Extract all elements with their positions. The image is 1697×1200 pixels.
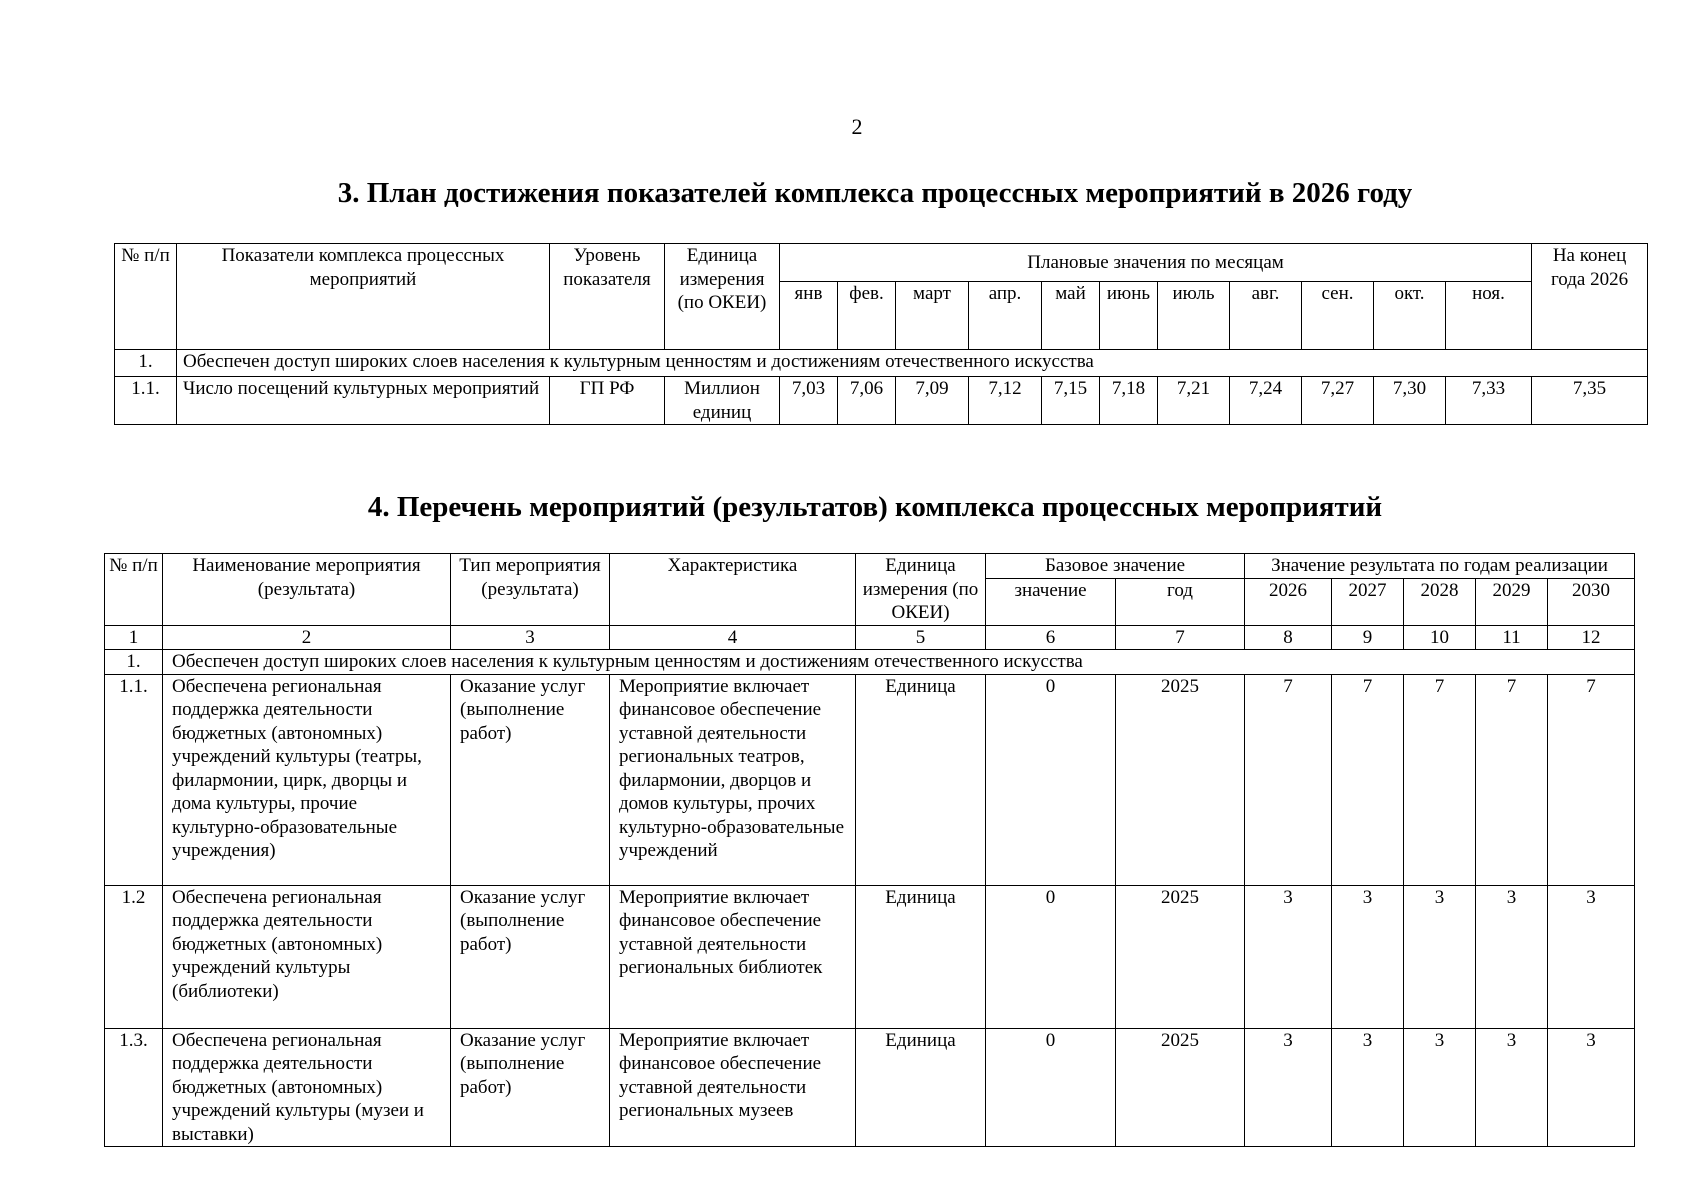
- row-base-year: 2025: [1116, 1028, 1245, 1147]
- row-unit: Единица: [856, 885, 986, 1028]
- year-value: 7: [1548, 674, 1635, 885]
- section-4-title: 4. Перечень мероприятий (результатов) комплекса процессных мероприятий: [367, 491, 1383, 523]
- column-number: 11: [1476, 625, 1548, 650]
- table4-group-row: [105, 650, 1635, 675]
- year-value: 3: [1476, 1028, 1548, 1147]
- row-unit: Миллион единиц: [665, 377, 780, 425]
- row-num: 1.1.: [115, 377, 177, 425]
- month-header: окт.: [1374, 282, 1446, 350]
- month-header: янв: [780, 282, 838, 350]
- month-value: 7,12: [969, 377, 1042, 425]
- row-name: Обеспечена региональная поддержка деятельности бюджетных (автономных) учреждений культуры (театры, филармонии, цирк, дворцы и дома культуры, прочие культурно-образовательные учреждения): [163, 674, 451, 885]
- month-header: май: [1042, 282, 1100, 350]
- year-value: 3: [1332, 1028, 1404, 1147]
- activities-results-table: [104, 553, 1635, 1147]
- row-base-year: 2025: [1116, 885, 1245, 1028]
- column-number: 8: [1245, 625, 1332, 650]
- row-unit: Единица: [856, 1028, 986, 1147]
- row-characteristic: Мероприятие включает финансовое обеспечение уставной деятельности региональных музеев: [610, 1028, 856, 1147]
- column-number: 3: [451, 625, 610, 650]
- header-planned-values: Плановые значения по месяцам: [780, 244, 1532, 282]
- header-base: Базовое значение: [986, 554, 1245, 579]
- month-value: 7,27: [1302, 377, 1374, 425]
- row-type: Оказание услуг (выполнение работ): [451, 674, 610, 885]
- header-base-year: год: [1116, 578, 1245, 625]
- header-indicator: Показатели комплекса процессных мероприятий: [177, 244, 550, 350]
- table-row: [115, 377, 1648, 425]
- month-header: сен.: [1302, 282, 1374, 350]
- table4-header-row: [105, 554, 1635, 579]
- column-number: 6: [986, 625, 1116, 650]
- page-number: 2: [851, 114, 863, 139]
- month-header: ноя.: [1446, 282, 1532, 350]
- month-value: 7,15: [1042, 377, 1100, 425]
- month-value: 7,33: [1446, 377, 1532, 425]
- header-year: 2028: [1404, 578, 1476, 625]
- table3-group-row: [115, 350, 1648, 377]
- row-num: 1.2: [105, 885, 163, 1028]
- header-end-of-year: На конец года 2026: [1532, 244, 1648, 350]
- month-value: 7,03: [780, 377, 838, 425]
- year-value: 3: [1245, 885, 1332, 1028]
- table4-column-numbers-row: [105, 625, 1635, 650]
- column-number: 2: [163, 625, 451, 650]
- table-row: [105, 1028, 1635, 1147]
- year-value: 7: [1332, 674, 1404, 885]
- header-year: 2026: [1245, 578, 1332, 625]
- year-value: 3: [1548, 885, 1635, 1028]
- year-value: 7: [1245, 674, 1332, 885]
- indicators-plan-table: [114, 243, 1648, 425]
- row-name: Обеспечена региональная поддержка деятельности бюджетных (автономных) учреждений культуры (библиотеки): [163, 885, 451, 1028]
- month-header: июль: [1158, 282, 1230, 350]
- column-number: 4: [610, 625, 856, 650]
- column-number: 12: [1548, 625, 1635, 650]
- month-value: 7,30: [1374, 377, 1446, 425]
- row-base-value: 0: [986, 1028, 1116, 1147]
- month-value: 7,18: [1100, 377, 1158, 425]
- column-number: 9: [1332, 625, 1404, 650]
- header-type: Тип мероприятия (результата): [451, 554, 610, 626]
- row-characteristic: Мероприятие включает финансовое обеспечение уставной деятельности региональных театров, филармонии, дворцов и домов культуры, прочих культурно-образовательные учреждений: [610, 674, 856, 885]
- header-years-group: Значение результата по годам реализации: [1245, 554, 1635, 579]
- column-number: 10: [1404, 625, 1476, 650]
- year-value: 3: [1332, 885, 1404, 1028]
- year-value: 7: [1404, 674, 1476, 885]
- month-header: июнь: [1100, 282, 1158, 350]
- group-title: Обеспечен доступ широких слоев населения к культурным ценностям и достижениям отечественного искусства: [163, 650, 1635, 675]
- group-num: 1.: [115, 350, 177, 377]
- year-value: 7: [1476, 674, 1548, 885]
- row-base-value: 0: [986, 885, 1116, 1028]
- header-level: Уровень показателя: [550, 244, 665, 350]
- year-value: 3: [1476, 885, 1548, 1028]
- year-value: 3: [1404, 1028, 1476, 1147]
- row-name: Обеспечена региональная поддержка деятельности бюджетных (автономных) учреждений культуры (музеи и выставки): [163, 1028, 451, 1147]
- row-base-value: 0: [986, 674, 1116, 885]
- header-num: № п/п: [105, 554, 163, 626]
- row-type: Оказание услуг (выполнение работ): [451, 885, 610, 1028]
- section-3-title: 3. План достижения показателей комплекса процессных мероприятий в 2026 году: [337, 177, 1413, 209]
- end-of-year-value: 7,35: [1532, 377, 1648, 425]
- month-header: март: [896, 282, 969, 350]
- year-value: 3: [1404, 885, 1476, 1028]
- column-number: 7: [1116, 625, 1245, 650]
- month-header: фев.: [838, 282, 896, 350]
- row-level: ГП РФ: [550, 377, 665, 425]
- header-unit: Единица измерения (по ОКЕИ): [665, 244, 780, 350]
- group-num: 1.: [105, 650, 163, 675]
- row-num: 1.3.: [105, 1028, 163, 1147]
- header-year: 2029: [1476, 578, 1548, 625]
- header-num: № п/п: [115, 244, 177, 350]
- header-name: Наименование мероприятия (результата): [163, 554, 451, 626]
- header-year: 2030: [1548, 578, 1635, 625]
- month-value: 7,09: [896, 377, 969, 425]
- row-indicator: Число посещений культурных мероприятий: [177, 377, 550, 425]
- header-year: 2027: [1332, 578, 1404, 625]
- column-number: 5: [856, 625, 986, 650]
- month-value: 7,24: [1230, 377, 1302, 425]
- month-value: 7,06: [838, 377, 896, 425]
- table-row: [105, 885, 1635, 1028]
- header-unit: Единица измерения (по ОКЕИ): [856, 554, 986, 626]
- month-header: авг.: [1230, 282, 1302, 350]
- table3-header-row: [115, 244, 1648, 282]
- row-characteristic: Мероприятие включает финансовое обеспечение уставной деятельности региональных библиотек: [610, 885, 856, 1028]
- group-title: Обеспечен доступ широких слоев населения к культурным ценностям и достижениям отечественного искусства: [177, 350, 1648, 377]
- row-type: Оказание услуг (выполнение работ): [451, 1028, 610, 1147]
- row-unit: Единица: [856, 674, 986, 885]
- row-num: 1.1.: [105, 674, 163, 885]
- header-base-value: значение: [986, 578, 1116, 625]
- table-row: [105, 674, 1635, 885]
- month-value: 7,21: [1158, 377, 1230, 425]
- column-number: 1: [105, 625, 163, 650]
- row-base-year: 2025: [1116, 674, 1245, 885]
- month-header: апр.: [969, 282, 1042, 350]
- header-characteristic: Характеристика: [610, 554, 856, 626]
- year-value: 3: [1245, 1028, 1332, 1147]
- year-value: 3: [1548, 1028, 1635, 1147]
